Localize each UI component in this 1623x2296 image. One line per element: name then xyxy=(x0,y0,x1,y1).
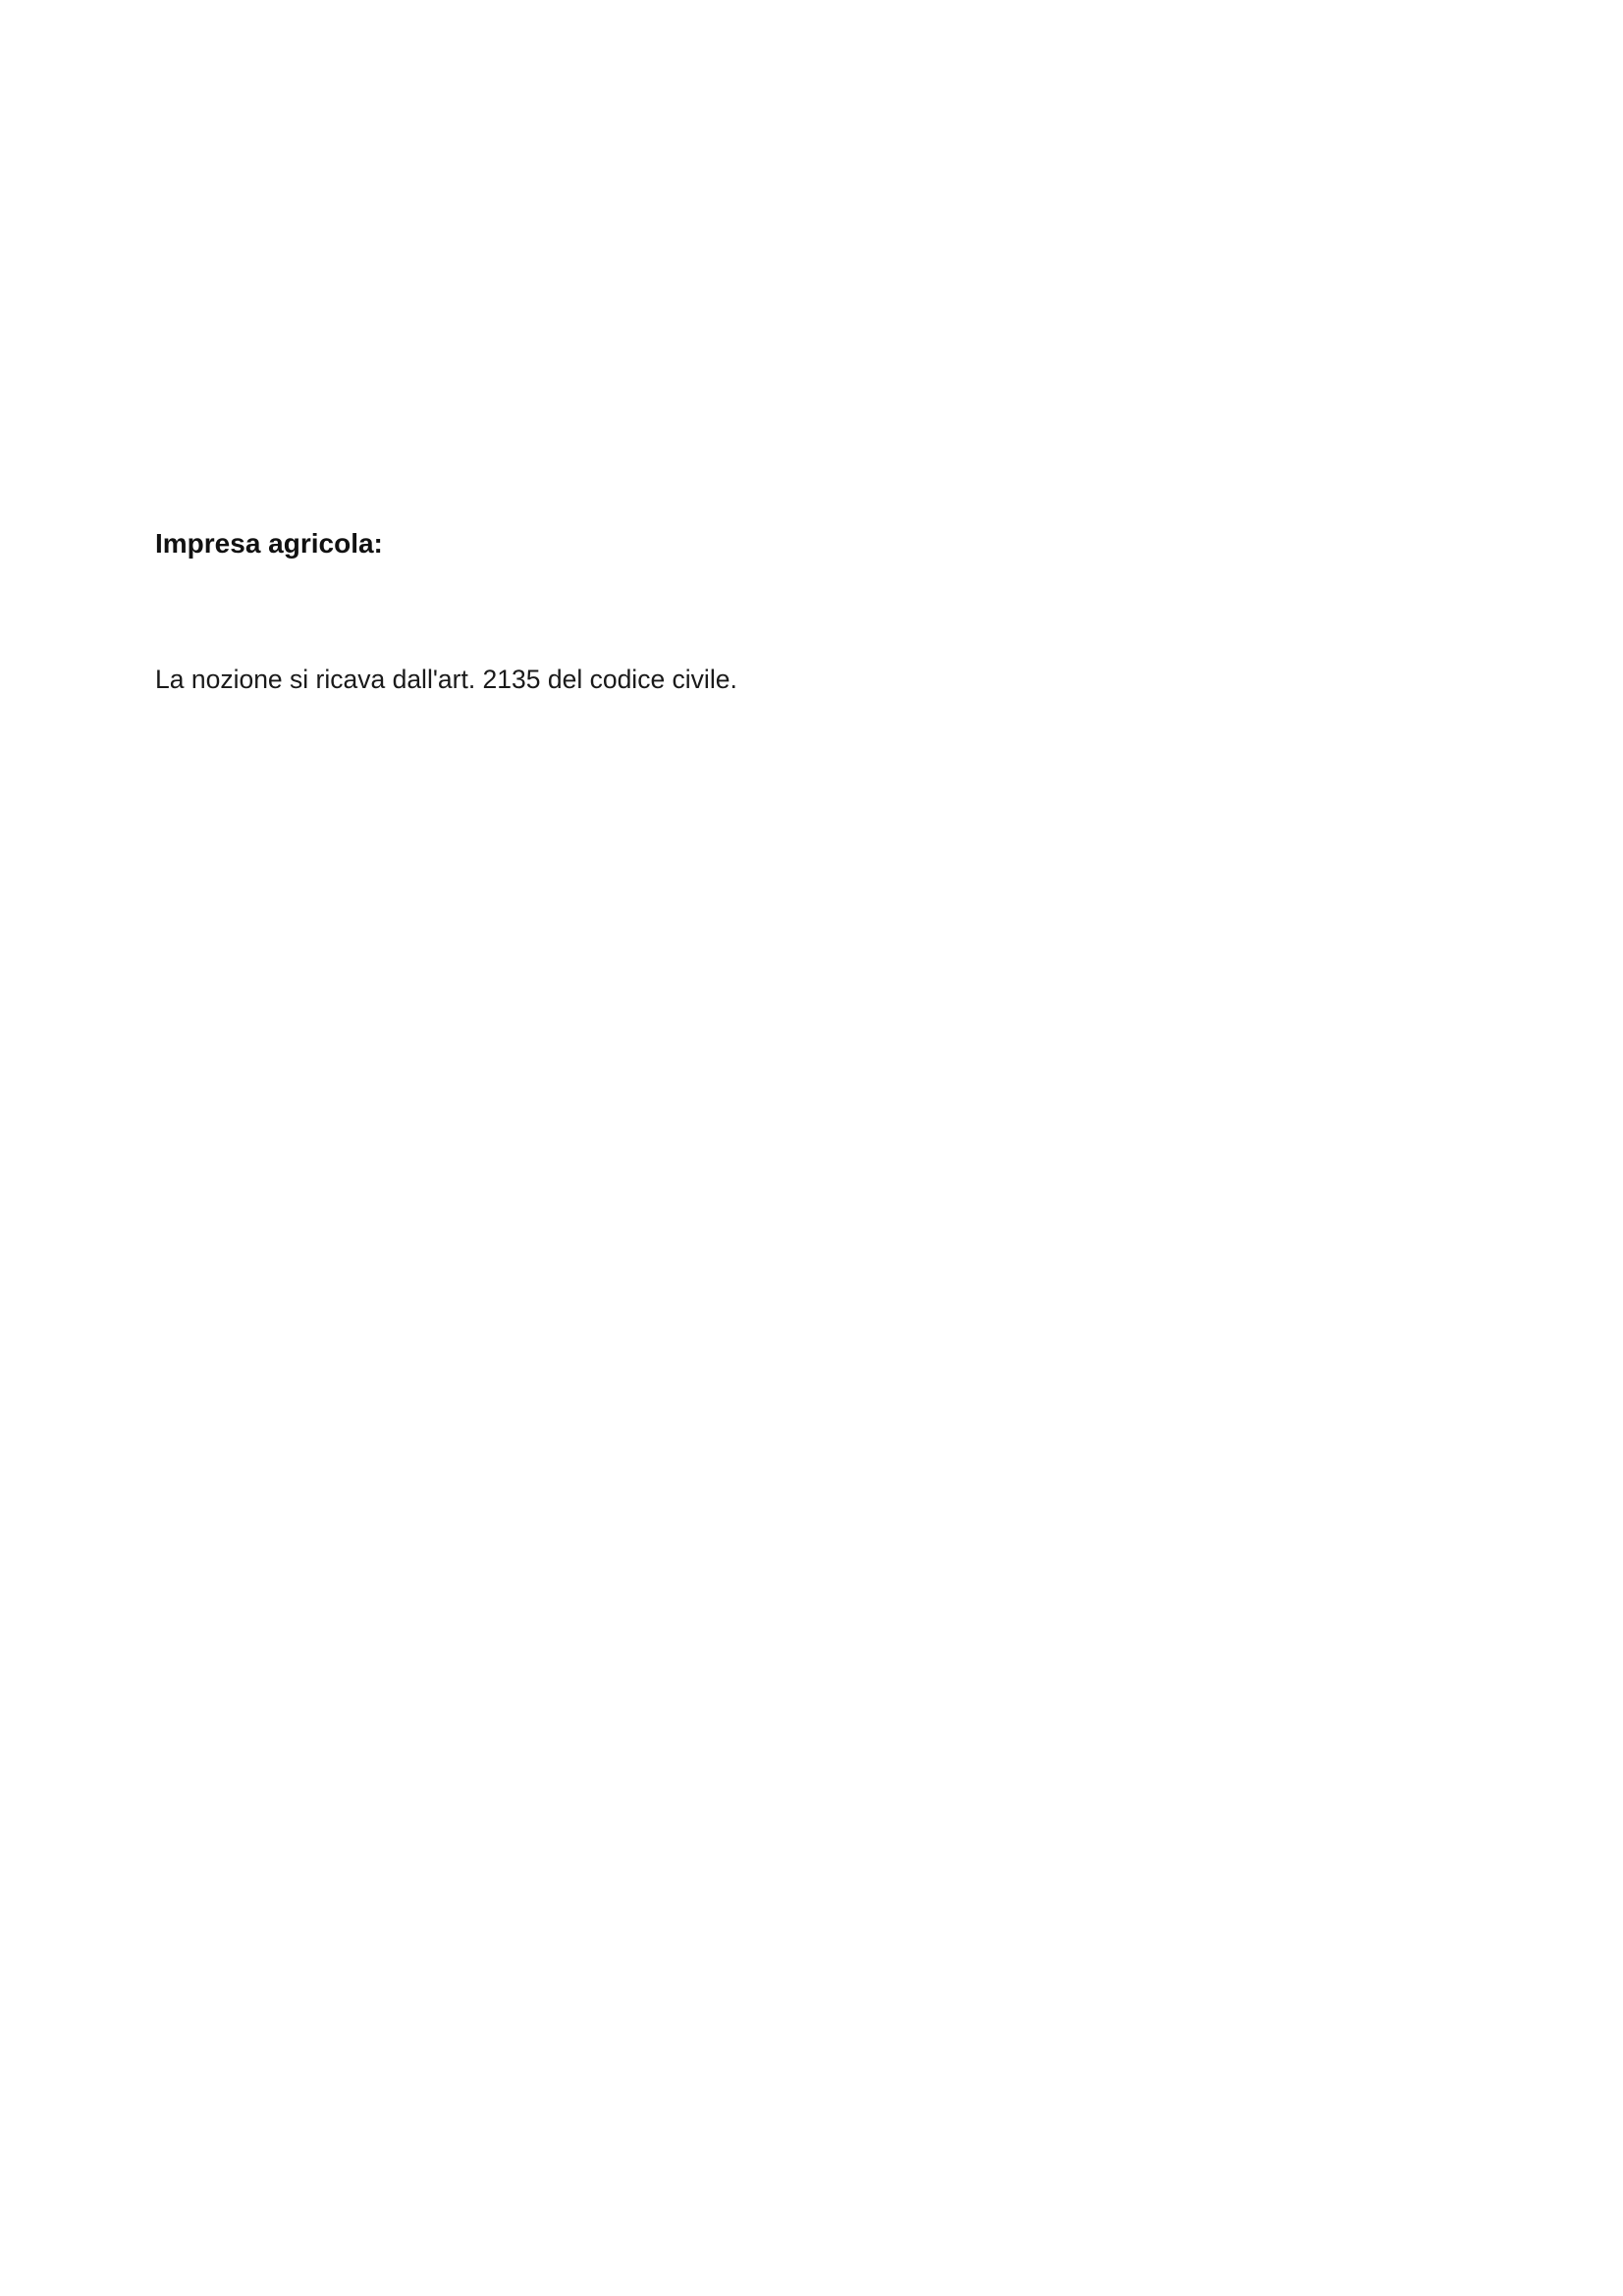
section-heading: Impresa agricola: xyxy=(155,528,383,559)
paragraph-opening: La nozione si ricava dall'art. 2135 del codice civile. xyxy=(155,665,737,694)
page-content xyxy=(155,192,1476,697)
